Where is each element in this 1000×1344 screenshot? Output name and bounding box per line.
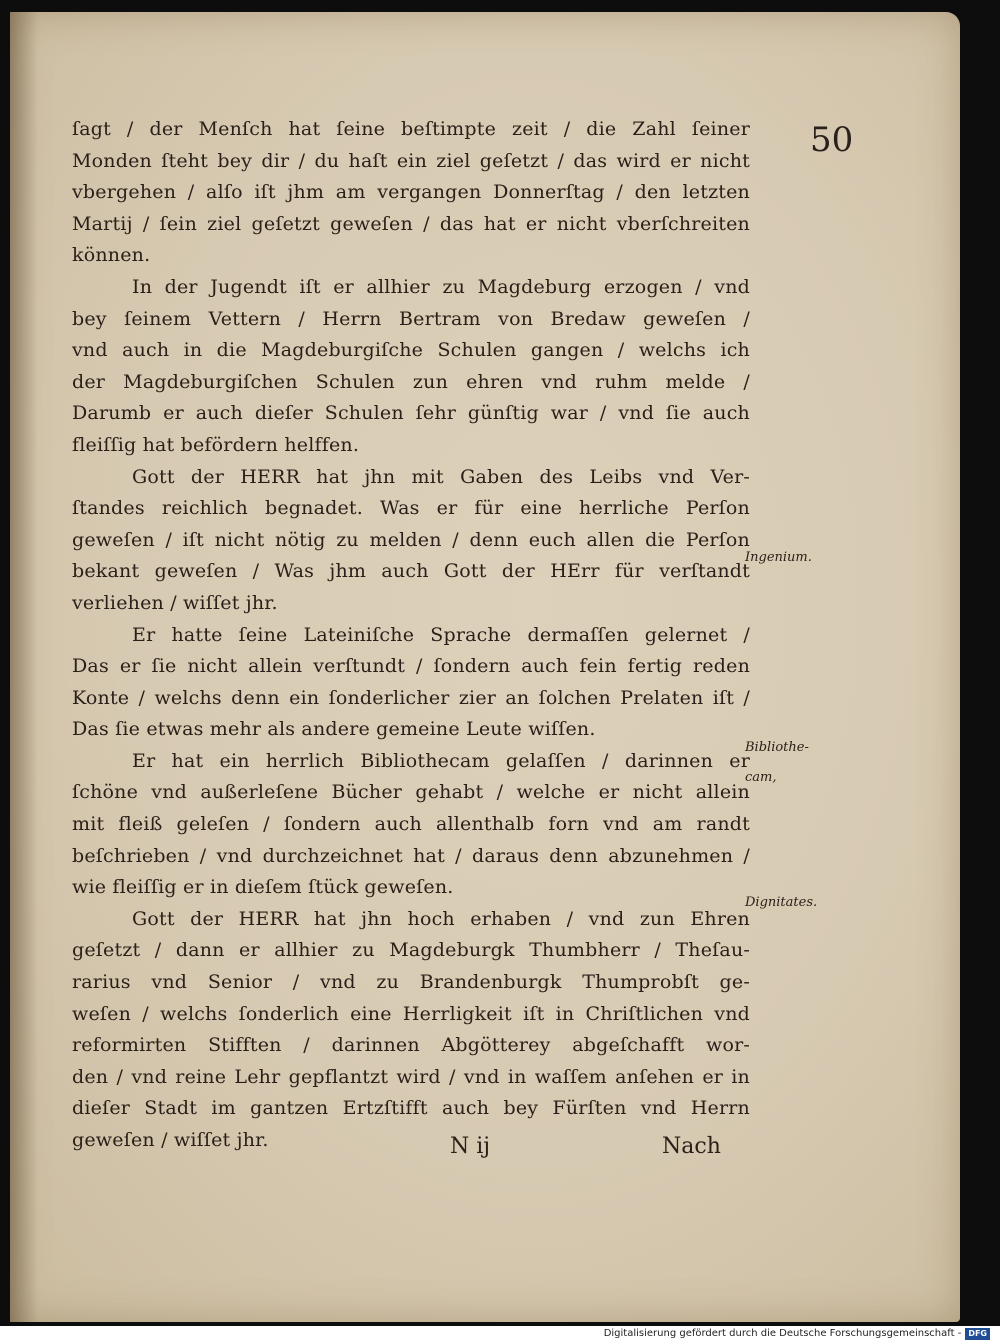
text-line: den / vnd reine Lehr gepflantzt wird / vnd in waſſem anſehen er in — [72, 1065, 750, 1088]
text-line: vbergehen / alſo iſt jhm am vergangen Donnerſtag / den letzten — [72, 181, 750, 204]
text-line: können. — [72, 244, 151, 267]
text-line: beſchrieben / vnd durchzeichnet hat / daraus denn abzunehmen / — [72, 844, 750, 867]
text-line: wie fleiſſig er in dieſem ſtück geweſen. — [72, 876, 454, 899]
margin-note-cam: cam, — [745, 770, 777, 785]
text-line: bey ſeinem Vettern / Herrn Bertram von Bredaw geweſen / — [72, 307, 750, 330]
text-line: Martij / ſein ziel geſetzt geweſen / das hat er nicht vberſchreiten — [72, 212, 750, 235]
book-page — [10, 12, 960, 1322]
text-line: verliehen / wiſſet jhr. — [72, 591, 278, 614]
dfg-logo: DFG — [965, 1328, 990, 1340]
text-line: weſen / welchs ſonderlich eine Herrligkeit iſt in Chriſtlichen vnd — [72, 1002, 750, 1025]
text-line: mit fleiß geleſen / ſondern auch allenthalb forn vnd am randt — [72, 813, 750, 836]
text-line: Darumb er auch dieſer Schulen ſehr günſtig war / vnd ſie auch — [72, 402, 750, 425]
catchword: Nach — [662, 1134, 721, 1159]
text-line: geſetzt / dann er allhier zu Magdeburgk Thumbherr / Theſau- — [72, 939, 750, 962]
body-text — [72, 114, 750, 1157]
margin-note-bibliothe: Bibliothe- — [745, 740, 809, 755]
text-line: Das ſie etwas mehr als andere gemeine Leute wiſſen. — [72, 718, 596, 741]
text-line: Konte / welchs denn ein ſonderlicher zier an ſolchen Prelaten iſt / — [72, 686, 750, 709]
text-line: Monden ſteht bey dir / du haſt ein ziel geſetzt / das wird er nicht — [72, 149, 750, 172]
text-line: bekant geweſen / Was jhm auch Gott der HErr für verſtandt — [72, 560, 750, 583]
page-number: 50 — [810, 120, 854, 160]
text-line: dieſer Stadt im gantzen Ertzſtifft auch bey Fürſten vnd Herrn — [72, 1097, 750, 1120]
text-line: der Magdeburgiſchen Schulen zun ehren vnd ruhm melde / — [72, 370, 750, 393]
text-line: Gott der HERR hat jhn hoch erhaben / vnd zun Ehren — [132, 907, 750, 930]
text-line: In der Jugendt iſt er allhier zu Magdeburg erzogen / vnd — [132, 275, 750, 298]
margin-note-dignitates: Dignitates. — [745, 895, 818, 910]
margin-note-ingenium: Ingenium. — [745, 550, 812, 565]
credit-text: Digitalisierung gefördert durch die Deutsche Forschungsgemeinschaft - — [603, 1328, 962, 1339]
text-line: ſagt / der Menſch hat ſeine beſtimpte zeit / die Zahl ſeiner — [72, 118, 750, 140]
text-line: geweſen / wiſſet jhr. — [72, 1129, 269, 1151]
text-line: vnd auch in die Magdeburgiſche Schulen gangen / welchs ich — [72, 339, 750, 362]
text-line: ſchöne vnd außerleſene Bücher gehabt / welche er nicht allein — [72, 781, 750, 804]
text-line: Er hatte ſeine Lateiniſche Sprache dermaſſen gelernet / — [132, 623, 750, 646]
text-line: reformirten Stifften / darinnen Abgötterey abgeſchafft wor- — [72, 1034, 750, 1057]
text-line: Das er ſie nicht allein verſtundt / ſondern auch fein fertig reden — [72, 655, 750, 678]
text-line: ſtandes reichlich begnadet. Was er für eine herrliche Perſon — [72, 497, 750, 520]
text-line: Gott der HERR hat jhn mit Gaben des Leibs vnd Ver- — [132, 465, 750, 488]
text-line: Er hat ein herrlich Bibliothecam gelaſſen / darinnen er — [132, 749, 750, 772]
digitization-credit — [604, 1326, 990, 1342]
signature-mark: N ij — [450, 1134, 491, 1159]
text-line: geweſen / iſt nicht nötig zu melden / denn euch allen die Perſon — [72, 528, 750, 551]
text-line: fleiſſig hat befördern helffen. — [72, 433, 360, 456]
text-line: rarius vnd Senior / vnd zu Brandenburgk Thumprobſt ge- — [72, 971, 750, 994]
